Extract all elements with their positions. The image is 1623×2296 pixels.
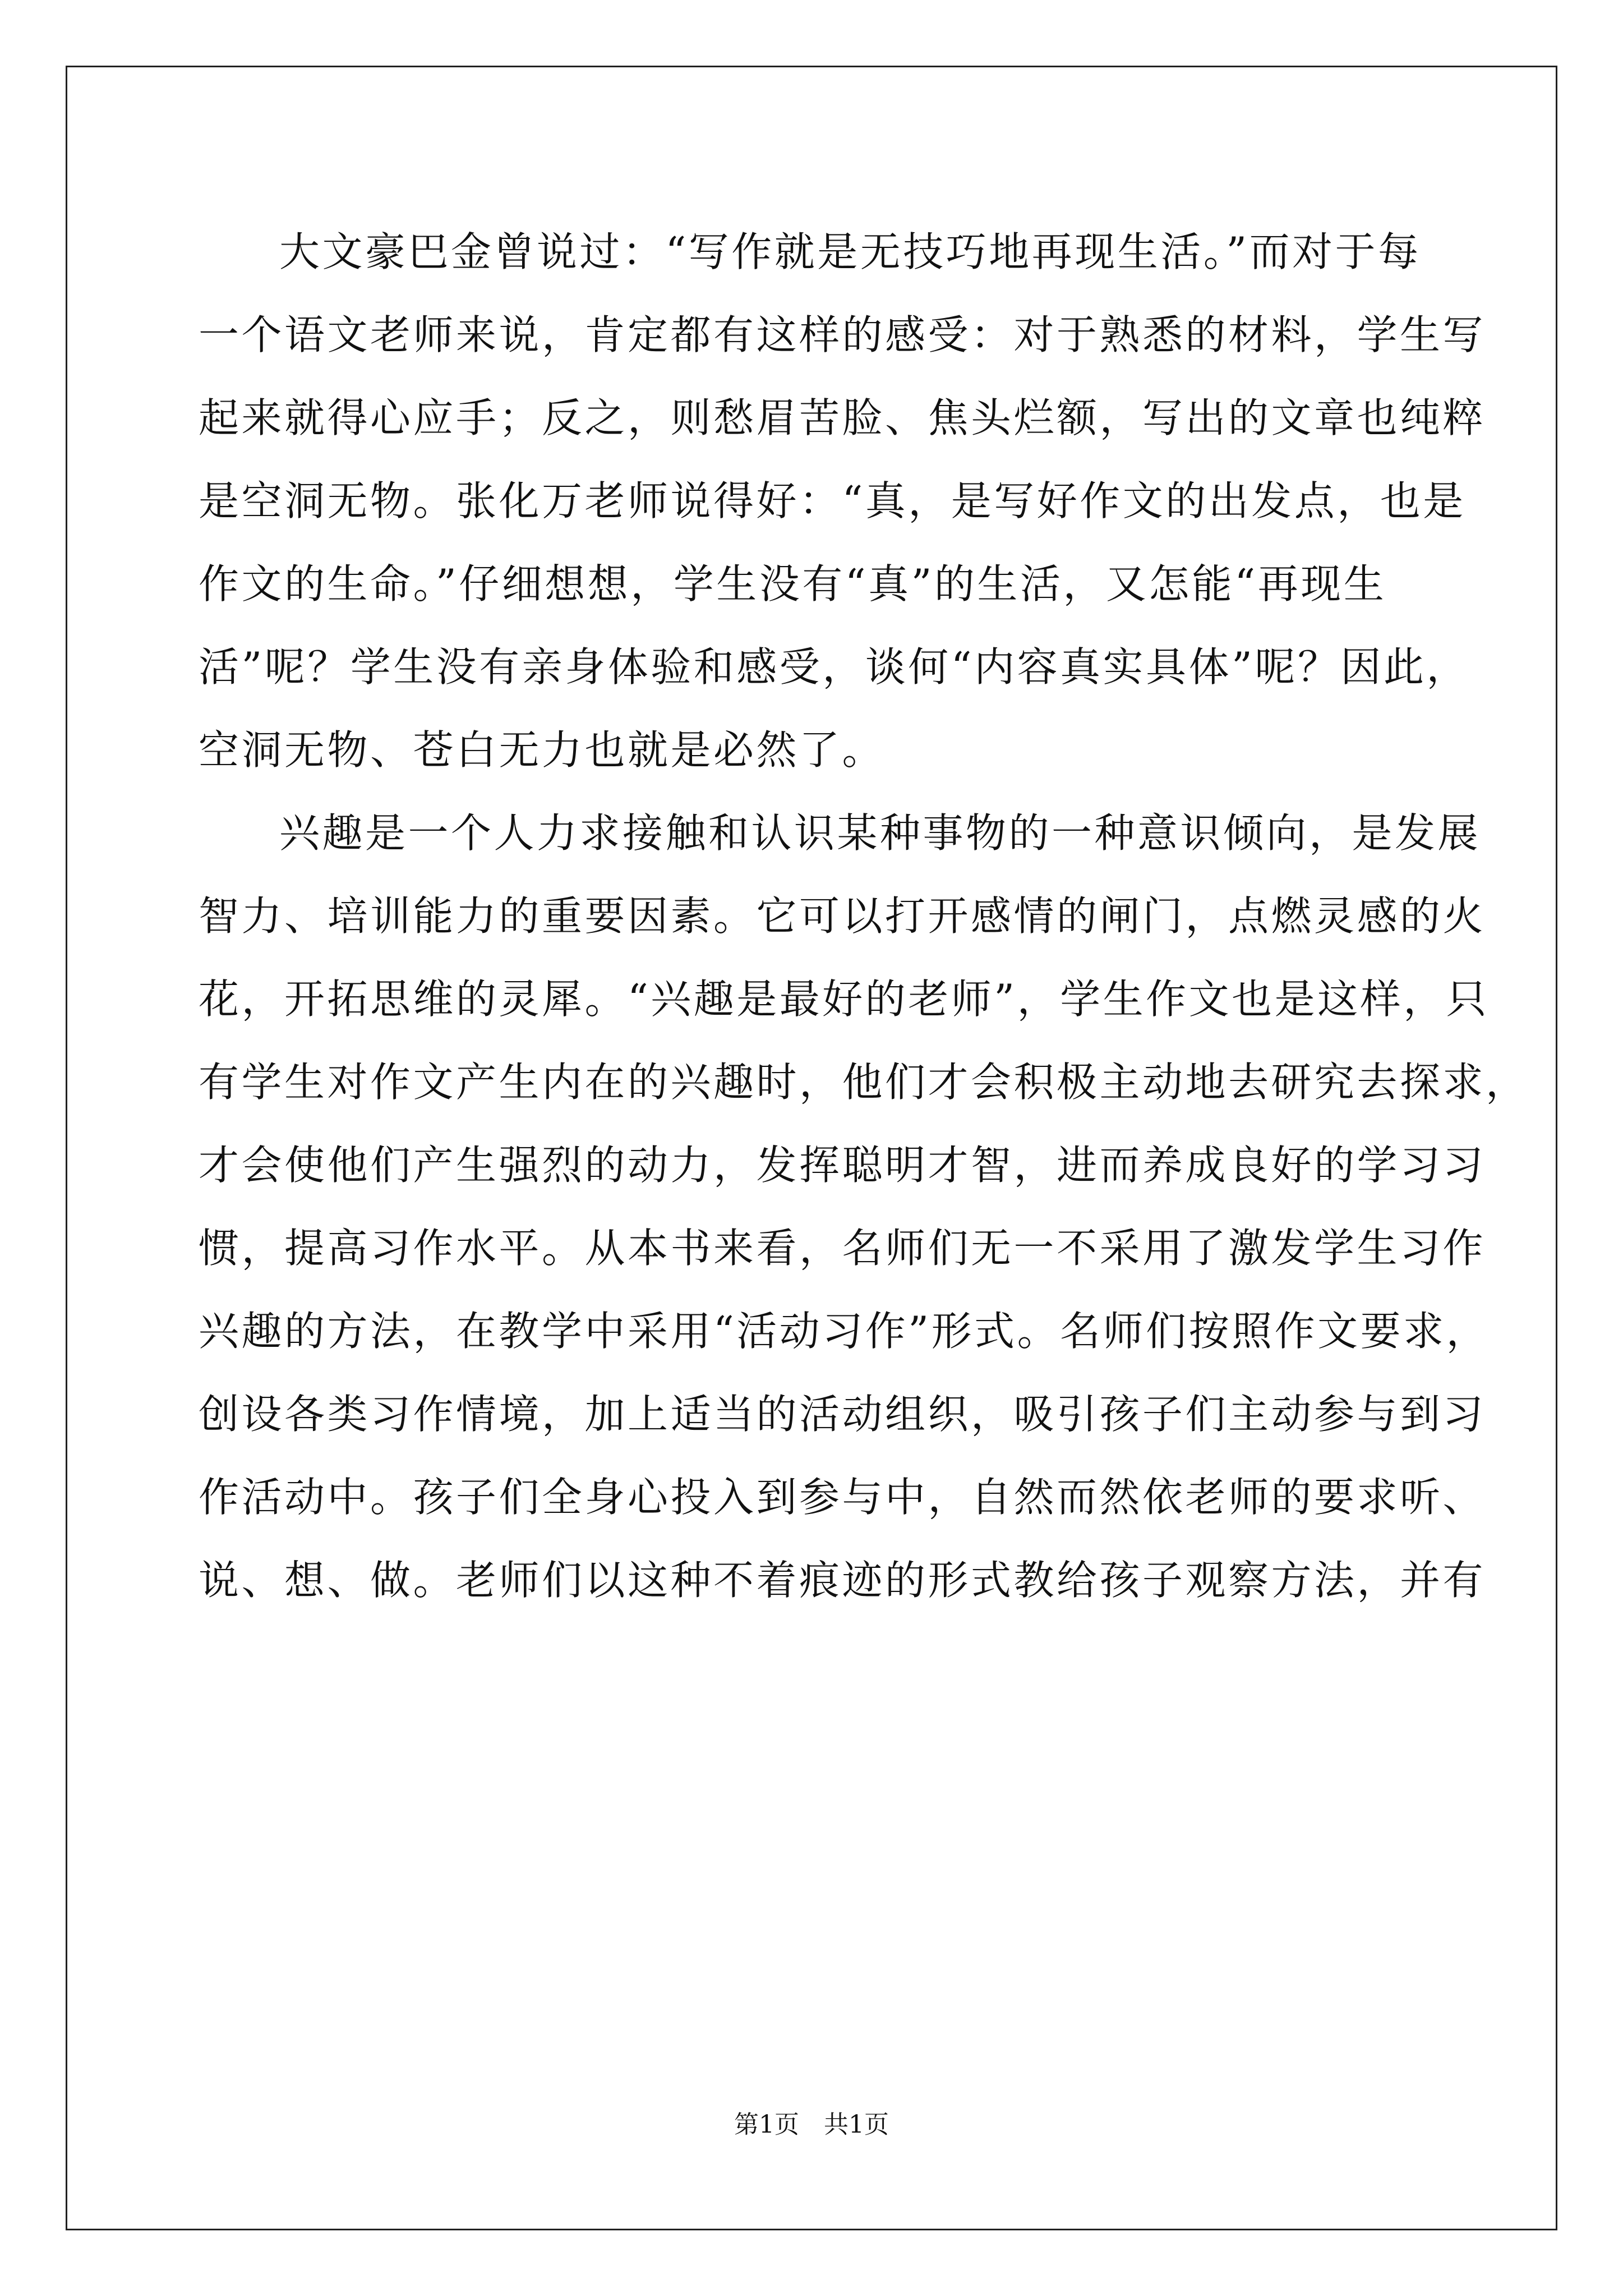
text-line: 作活动中。孩子们全身心投入到参与中，自然而然依老师的要求听、 xyxy=(199,1474,1486,1521)
text-line: 说、想、做。老师们以这种不着痕迹的形式教给孩子观察方法，并有 xyxy=(199,1557,1486,1604)
text-line: 惯，提高习作水平。从本书来看，名师们无一不采用了激发学生习作 xyxy=(199,1225,1486,1272)
text-line: 智力、培训能力的重要因素。它可以打开感情的闸门，点燃灵感的火 xyxy=(199,892,1486,940)
text-line: 大文豪巴金曾说过：“写作就是无技巧地再现生活。”而对于每 xyxy=(279,228,1421,275)
text-line: 兴趣的方法，在教学中采用“活动习作”形式。名师们按照作文要求， xyxy=(199,1308,1490,1355)
page-number: 第1页 xyxy=(734,2110,799,2139)
text-line: 作文的生命。”仔细想想，学生没有“真”的生活，又怎能“再现生 xyxy=(199,560,1387,608)
text-line: 起来就得心应手；反之，则愁眉苦脸、焦头烂额，写出的文章也纯粹 xyxy=(199,394,1486,441)
text-line: 创设各类习作情境，加上适当的活动组织，吸引孩子们主动参与到习 xyxy=(199,1391,1486,1438)
page-total: 共1页 xyxy=(824,2110,889,2139)
text-line: 空洞无物、苍白无力也就是必然了。 xyxy=(199,726,886,774)
text-line: 一个语文老师来说，肯定都有这样的感受：对于熟悉的材料，学生写 xyxy=(199,311,1486,358)
text-line: 活”呢？学生没有亲身体验和感受，谈何“内容真实具体”呢？因此， xyxy=(199,643,1469,691)
text-line: 才会使他们产生强烈的动力，发挥聪明才智，进而养成良好的学习习 xyxy=(199,1142,1486,1189)
page-footer xyxy=(0,2110,1623,2139)
text-line: 兴趣是一个人力求接触和认识某种事物的一种意识倾向，是发展 xyxy=(279,809,1481,857)
text-line: 有学生对作文产生内在的兴趣时，他们才会积极主动地去研究去探求， xyxy=(199,1059,1529,1106)
text-line: 花，开拓思维的灵犀。“兴趣是最好的老师”，学生作文也是这样，只 xyxy=(199,976,1490,1023)
text-line: 是空洞无物。张化万老师说得好：“真，是写好作文的出发点，也是 xyxy=(199,477,1466,524)
